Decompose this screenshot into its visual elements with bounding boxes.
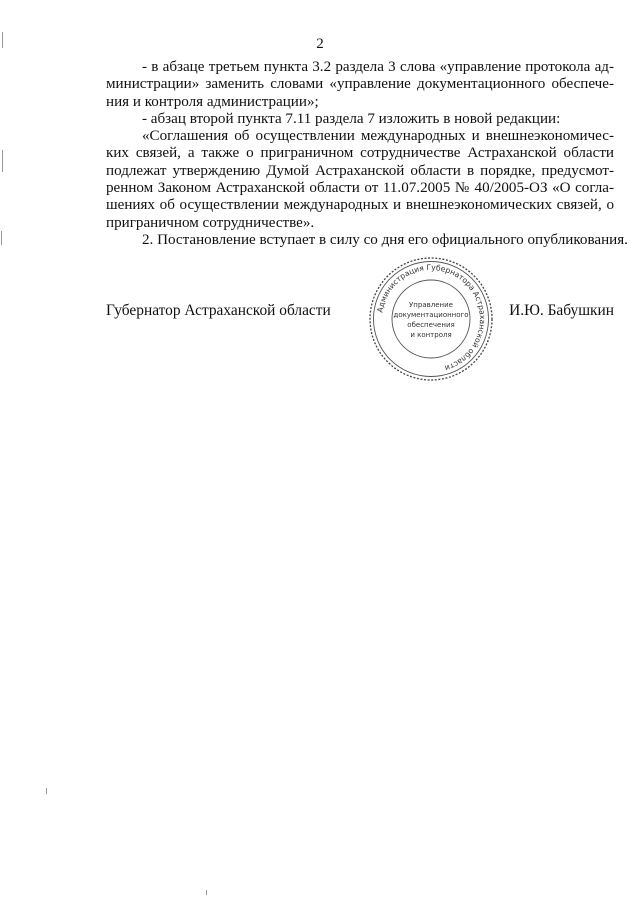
body-line: - абзац второй пункта 7.11 раздела 7 изложить в новой редакции: [142, 110, 561, 127]
official-seal [368, 256, 494, 382]
body-line: 2. Постановление вступает в силу со дня его официального опубликования. [142, 231, 628, 248]
seal-ring-text: Администрация Губернатора Астраханской области [375, 262, 488, 373]
seal-outer-ring [370, 258, 492, 380]
body-line: ренном Законом Астраханской области от 11.07.2005 № 40/2005-ОЗ «О согла- [106, 180, 614, 197]
seal-inner-line: Управление [409, 301, 453, 309]
page-number: 2 [316, 36, 324, 52]
seal-inner-line: обеспечения [407, 321, 455, 329]
seal-inner-line: и контроля [410, 331, 452, 339]
scan-artifact [2, 150, 3, 172]
seal-inner-line: документационного [393, 311, 469, 319]
seal-middle-ring [374, 262, 489, 377]
scan-artifact [206, 890, 207, 895]
body-line: «Соглашения об осуществлении международных и внешнеэкономичес- [142, 128, 614, 145]
body-line: министрации» заменить словами «управление документационного обеспече- [106, 76, 614, 93]
body-line: шениях об осуществлении международных и внешнеэкономических связей, о [106, 197, 614, 214]
body-line: подлежат утверждению Думой Астраханской области в порядке, предусмот- [106, 162, 614, 179]
body-line: приграничном сотрудничестве». [106, 214, 315, 231]
body-line: - в абзаце третьем пункта 3.2 раздела 3 слова «управление протокола ад- [142, 59, 614, 75]
seal-inner-ring [392, 280, 470, 358]
scan-artifact [1, 231, 2, 245]
scan-artifact [2, 32, 3, 48]
body-text [106, 59, 628, 249]
signatory-name: И.Ю. Бабушкин [509, 302, 614, 319]
scan-artifact [46, 788, 47, 794]
signatory-title: Губернатор Астраханской области [106, 302, 331, 319]
body-line: ния и контроля администрации»; [106, 93, 319, 110]
body-line: ких связей, а также о приграничном сотрудничестве Астраханской области [106, 145, 614, 162]
